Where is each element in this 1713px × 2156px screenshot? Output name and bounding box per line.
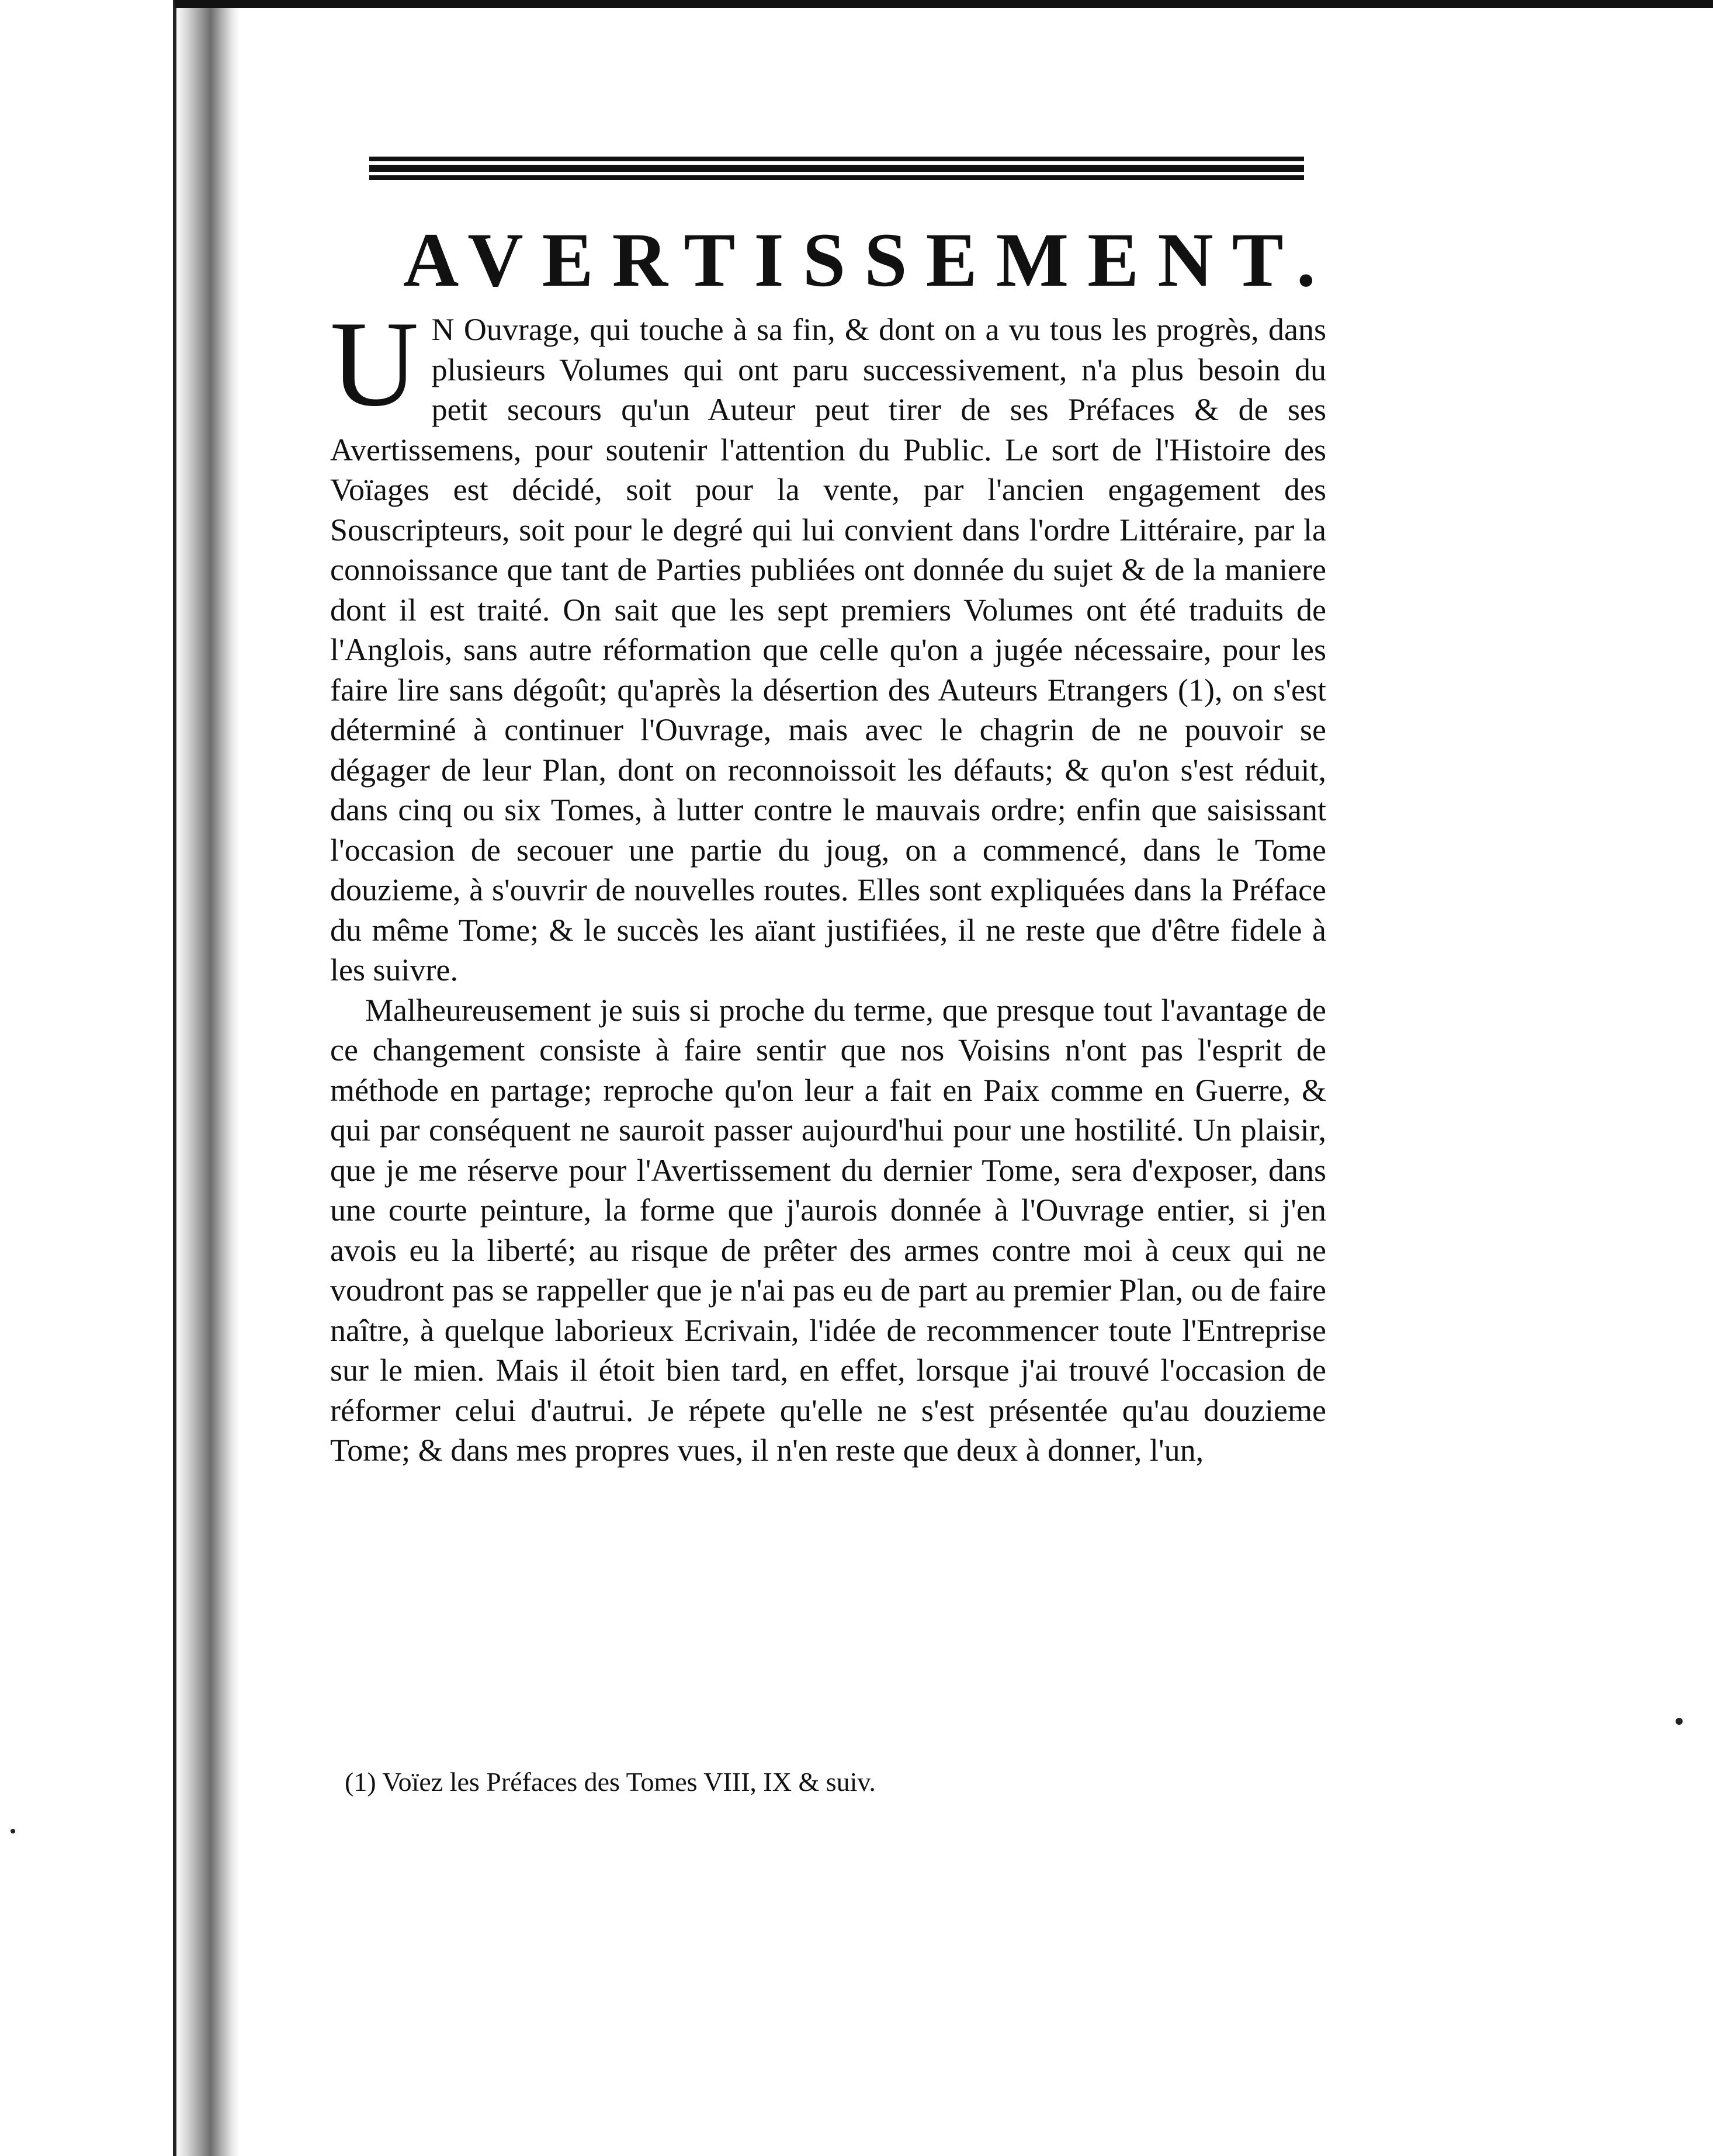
header-ornament-rule [369,157,1304,181]
paragraph-2: Malheureusement je suis si proche du terme, que presque tout l'avantage de ce changement consiste à faire sentir que nos Voisins n'ont pas l'esprit de méthode en partage; reproche qu'on leur a fait en Paix comme en Guerre, & qui par conséquent ne sauroit passer aujourd'hui pour une hostilité. Un plaisir, que je me réserve pour l'Avertissement du dernier Tome, sera d'exposer, dans une courte peinture, la forme que j'aurois donnée à l'Ouvrage entier, si j'en avois eu la liberté; au risque de prêter des armes contre moi à ceux qui ne voudront pas se rappeller que je n'ai pas eu de part au premier Plan, ou de faire naître, à quelque laborieux Ecrivain, l'idée de recommencer toute l'Entreprise sur le mien. Mais il étoit bien tard, en effet, lorsque j'ai trouvé l'occasion de réformer celui d'autrui. Je répete qu'elle ne s'est présentée qu'au douzieme Tome; & dans mes propres vues, il n'en reste que deux à donner, l'un, [330,992,1326,1468]
body-text [330,296,1326,1471]
rule-line-middle [369,165,1304,172]
ink-speck [1676,1718,1683,1725]
book-gutter [175,0,240,2156]
ink-speck [11,1829,15,1833]
footnote: (1) Voïez les Préfaces des Tomes VIII, IX & suiv. [345,1767,876,1797]
drop-cap: U [330,296,419,432]
rule-line-top [369,157,1304,161]
scan-top-edge [175,0,1713,8]
first-word-rest: N [431,312,455,347]
rule-line-bottom [369,175,1304,180]
paragraph-1-text: Ouvrage, qui touche à sa fin, & dont on a vu tous les progrès, dans plusieurs Volumes qui ont paru successivement, n'a plus besoin du petit secours qu'un Auteur peut tirer de ses Préfaces & de ses Avertissemens, pour soutenir l'attention du Public. Le sort de l'Histoire des Voïages est décidé, soit pour la vente, par l'ancien engagement des Souscripteurs, soit pour le degré qui lui convient dans l'ordre Littéraire, par la connoissance que tant de Parties publiées ont donnée du sujet & de la maniere dont il est traité. On sait que les sept premiers Volumes ont été traduits de l'Anglois, sans autre réformation que celle qu'on a jugée nécessaire, pour les faire lire sans dégoût; qu'après la désertion des Auteurs Etrangers (1), on s'est déterminé à continuer l'Ouvrage, mais avec le chagrin de ne pouvoir se dégager de leur Plan, dont on reconnoissoit les défauts; & qu'on s'est réduit, dans cinq ou six Tomes, à lutter contre le mauvais ordre; enfin que saisissant l'occasion de secouer une partie du joug, on a commencé, dans le Tome douzieme, à s'ouvrir de nouvelles routes. Elles sont expliquées dans la Préface du même Tome; & le succès les aïant justifiées, il ne reste que d'être fidele à les suivre. [330,312,1326,987]
page-title: AVERTISSEMENT. [403,217,1334,303]
paragraph-1 [330,296,1326,990]
page-edge-line [173,0,176,2156]
